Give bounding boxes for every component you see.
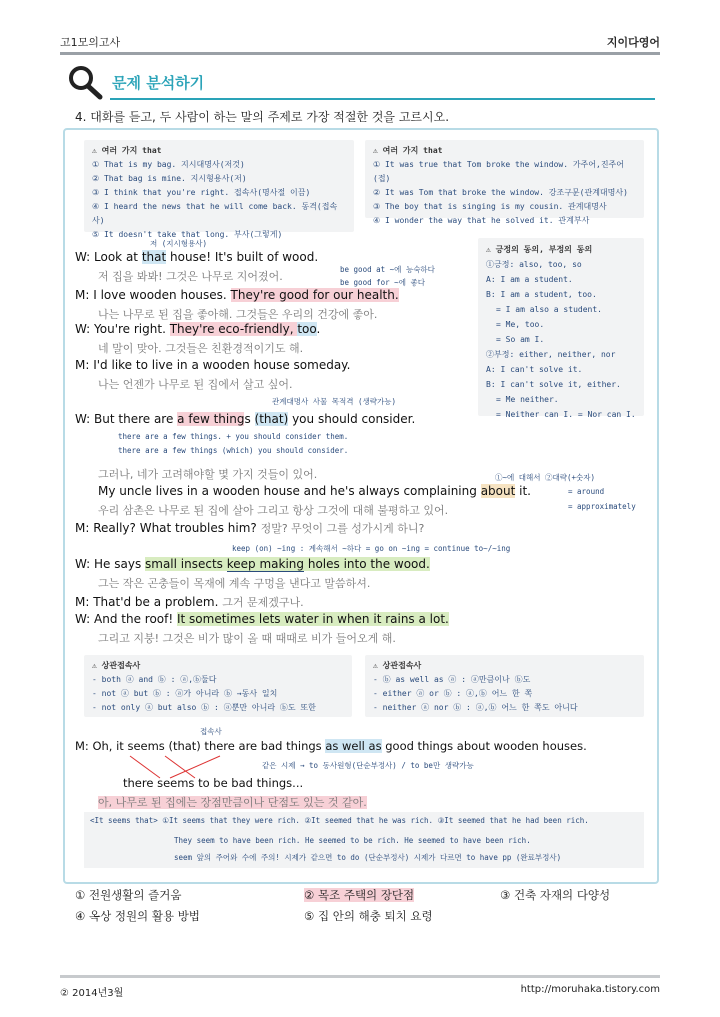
note-item: = I am also a student.: [496, 305, 602, 314]
translation-line: 그러나, 네가 고려해야할 몇 가지 것들이 있어.: [98, 468, 318, 481]
note-item: - either ⓐ or ⓑ : ⓐ,ⓑ 어느 한 쪽: [373, 689, 533, 698]
translation-line: 저 집을 봐봐! 그것은 나무로 지어졌어.: [98, 270, 283, 283]
note-seems: [84, 812, 644, 868]
note-item: ⑤ It doesn't take that long. 부사(그렇게): [92, 230, 283, 239]
note-item: They seem to have been rich. He seemed to be rich. He seemed to have been rich.: [174, 836, 531, 845]
annotation: there are a few things. + you should consider them.: [118, 432, 349, 441]
dialogue-line: W: Look at that house! It's built of wood.: [75, 250, 319, 264]
translation-line: 네 말이 맞아. 그것들은 친환경적이기도 해.: [98, 342, 304, 355]
note-item: ①긍정: also, too, so: [486, 260, 582, 269]
dialogue-line: M: I'd like to live in a wooden house someday.: [75, 358, 351, 372]
note-item: - ⓑ as well as ⓐ : ⓐ만큼이나 ⓑ도: [373, 675, 531, 684]
translation-line: 그는 작은 곤충들이 목재에 계속 구멍을 낸다고 말씀하셔.: [98, 577, 371, 590]
footer-left: ② 2014년3월: [60, 988, 124, 999]
note-item: B: I am a student, too.: [486, 290, 597, 299]
note-heading: ⚠ 긍정의 동의, 부정의 동의: [486, 245, 593, 254]
note-item: A: I am a student.: [486, 275, 573, 284]
page-footer: [60, 975, 660, 999]
dialogue-line: M: That'd be a problem. 그거 문제겠구나.: [75, 595, 304, 609]
note-item: - neither ⓐ nor ⓑ : ⓐ,ⓑ 어느 한 쪽도 아니다: [373, 703, 578, 712]
note-agreement: [478, 238, 644, 419]
note-item: ① That is my bag. 지시대명사(저것): [92, 160, 245, 169]
note-item: ④ I wonder the way that he solved it. 관계부사: [373, 216, 590, 225]
dialogue-line: W: But there are a few things (that) you should consider.: [75, 412, 416, 426]
annotation: 접속사: [200, 727, 222, 736]
dialogue-line: M: I love wooden houses. They're good for our health.: [75, 288, 399, 302]
note-correlative-left: [84, 655, 352, 717]
annotation: = around: [568, 487, 605, 496]
page-header: [60, 30, 660, 55]
annotation: there are a few things (which) you should consider.: [118, 446, 349, 455]
note-item: ④ I heard the news that he will come back. 동격(접속사): [92, 202, 338, 225]
answer-option[interactable]: ① 전원생활의 즐거움: [75, 888, 182, 902]
note-item: - not only ⓐ but also ⓑ : ⓐ뿐만 아니라 ⓑ도 또한: [92, 703, 316, 712]
note-item: seem 앞의 주어와 수에 주의! 시제가 같으면 to do (단순부정사) 시제가 다르면 to have pp (완료부정사): [174, 853, 562, 862]
annotation: = approximately: [568, 502, 636, 511]
note-item: = Me neither.: [496, 395, 559, 404]
note-that-right: [365, 140, 644, 225]
note-item: ② That bag is mine. 지시형용사(저): [92, 174, 247, 183]
note-item: ②부정: either, neither, nor: [486, 350, 616, 359]
section-title: 문제 분석하기: [112, 74, 205, 92]
dialogue-line: there seems to be bad things...: [123, 776, 304, 790]
note-heading: ⚠ 여러 가지 that: [373, 146, 443, 155]
answer-option[interactable]: ③ 건축 자재의 다양성: [500, 888, 611, 902]
note-heading: ⚠ 상관접속사: [92, 661, 141, 670]
note-item: B: I can't solve it, either.: [486, 380, 621, 389]
note-item: = Me, too.: [496, 320, 545, 329]
dialogue-line: My uncle lives in a wooden house and he's always complaining about it.: [98, 484, 531, 498]
magnifier-icon: [66, 64, 106, 100]
note-item: ③ I think that you're right. 접속사(명사절 이끔): [92, 188, 311, 197]
note-correlative-right: [365, 655, 644, 717]
note-item: = Neither can I. = Nor can I.: [496, 410, 636, 419]
note-item: ① It was true that Tom broke the window. 가주어,진주어(접): [373, 160, 625, 183]
annotation: be good for ~에 좋다: [340, 278, 425, 287]
answer-option[interactable]: ⑤ 집 안의 해충 퇴치 요령: [304, 909, 433, 923]
translation-line: 그리고 지붕! 그것은 비가 많이 올 때 때때로 비가 들어오게 해.: [98, 632, 396, 645]
header-left: 고1모의고사: [60, 36, 121, 49]
annotation: 같은 시제 → to 동사원형(단순부정사) / to be만 생략가능: [262, 761, 474, 770]
annotation: 관계대명사 사물 목적격 (생략가능): [272, 397, 397, 406]
translation-line: 나는 언젠가 나무로 된 집에서 살고 싶어.: [98, 378, 293, 391]
note-item: A: I can't solve it.: [486, 365, 583, 374]
annotation: ①~에 대해서 ②대략(+숫자): [495, 473, 596, 482]
header-right: 지이다영어: [606, 36, 660, 49]
section-divider: [110, 98, 655, 100]
note-item: = So am I.: [496, 335, 545, 344]
dialogue-line: W: You're right. They're eco-friendly, too.: [75, 322, 321, 336]
dialogue-line: W: And the roof! It sometimes lets water in when it rains a lot.: [75, 612, 449, 626]
note-item: - not ⓐ but ⓑ : ⓐ가 아니라 ⓑ →동사 일치: [92, 689, 278, 698]
annotation: 저 (지시형용사): [150, 239, 208, 248]
annotation: be good at ~에 능숙하다: [340, 265, 435, 274]
translation-line: 나는 나무로 된 집을 좋아해. 그것들은 우리의 건강에 좋아.: [98, 308, 378, 321]
note-heading: ⚠ 여러 가지 that: [92, 146, 162, 155]
answer-option[interactable]: ④ 옥상 정원의 활용 방법: [75, 909, 200, 923]
note-heading: ⚠ 상관접속사: [373, 661, 422, 670]
note-item: ② It was Tom that broke the window. 강조구문(관계대명사): [373, 188, 628, 197]
footer-right[interactable]: http://moruhaka.tistory.com: [520, 984, 660, 995]
translation-line: 우리 삼촌은 나무로 된 집에 살아 그리고 항상 그것에 대해 불평하고 있어.: [98, 504, 449, 517]
note-item: <It seems that> ①It seems that they were rich. ②It seemed that he was rich. ③It seemed that he had been rich.: [90, 816, 589, 825]
dialogue-line: M: Oh, it seems (that) there are bad things as well as good things about wooden houses.: [75, 739, 587, 753]
answer-option[interactable]: ② 목조 주택의 장단점: [304, 888, 415, 902]
question-text: 4. 대화를 듣고, 두 사람이 하는 말의 주제로 가장 적절한 것을 고르시오.: [75, 110, 450, 124]
note-item: ③ The boy that is singing is my cousin. 관계대명사: [373, 202, 607, 211]
translation-line: 아, 나무로 된 집에는 장점만큼이나 단점도 있는 것 같아.: [98, 796, 367, 809]
note-that-left: [84, 140, 354, 239]
note-item: - both ⓐ and ⓑ : ⓐ,ⓑ둘다: [92, 675, 217, 684]
annotation: keep (on) ~ing : 계속해서 ~하다 = go on ~ing = continue to~/~ing: [232, 544, 511, 553]
dialogue-line: M: Really? What troubles him? 정말? 무엇이 그를 성가시게 하니?: [75, 521, 425, 535]
dialogue-line: W: He says small insects keep making holes into the wood.: [75, 557, 430, 571]
